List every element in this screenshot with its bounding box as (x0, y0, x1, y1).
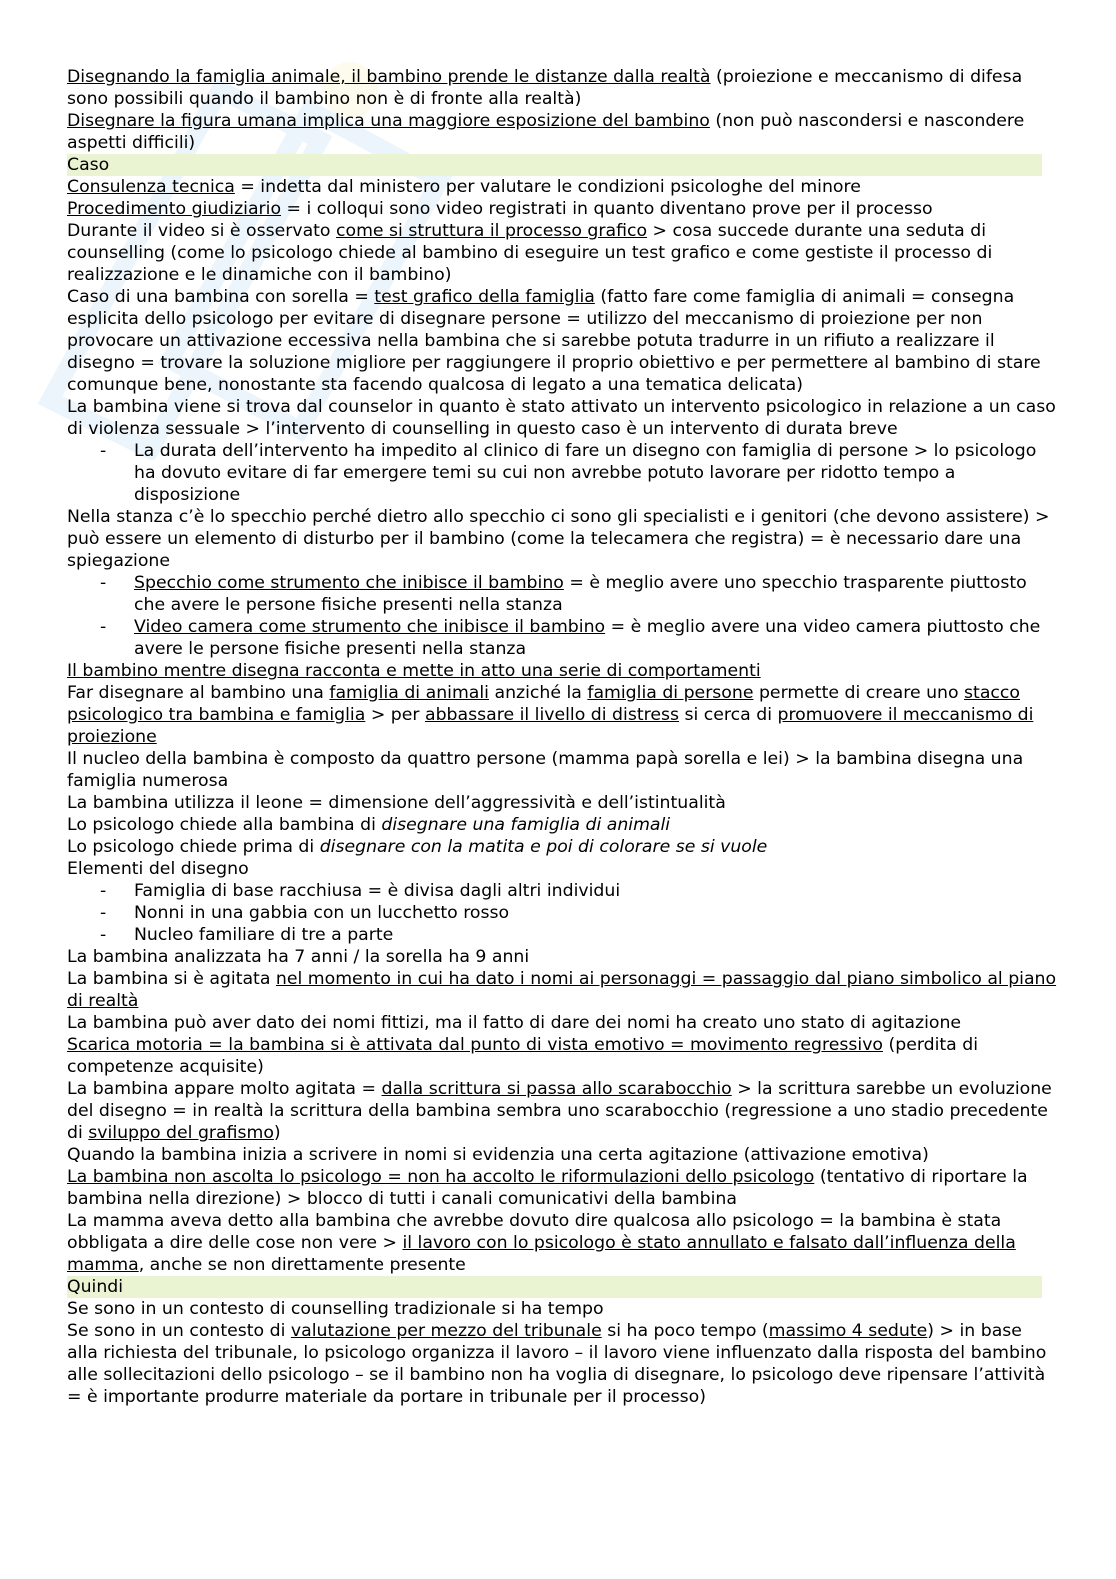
underlined-text: stacco psicologico tra bambina e famiglia (67, 683, 1020, 725)
dash-bullet-icon: - (100, 881, 107, 901)
underlined-text: Procedimento giudiziario (67, 199, 282, 219)
paragraph (67, 396, 1057, 440)
text-run: La bambina appare molto agitata = (67, 1079, 382, 1099)
paragraph (67, 176, 1057, 198)
text-run: La bambina si è agitata (67, 969, 276, 989)
text-run: = è meglio avere una video camera piuttosto che avere le persone fisiche presenti nella stanza (134, 617, 1041, 659)
paragraph (67, 286, 1057, 396)
text-run: Caso (67, 155, 110, 175)
paragraph (67, 792, 1057, 814)
text-run: La bambina può aver dato dei nomi fittizi, ma il fatto di dare dei nomi ha creato uno stato di agitazione (67, 1013, 962, 1033)
underlined-text: Scarica motoria = la bambina si è attivata dal punto di vista emotivo = movimento regressivo (67, 1035, 883, 1055)
paragraph (67, 220, 1057, 286)
paragraph (67, 1078, 1057, 1144)
text-run: = i colloqui sono video registrati in quanto diventano prove per il processo (281, 199, 933, 219)
italic-text: disegnare una famiglia di animali (381, 815, 671, 835)
text-run: anziché la (488, 683, 588, 703)
paragraph (67, 748, 1057, 792)
text-run: Se sono in un contesto di counselling tradizionale si ha tempo (67, 1299, 604, 1319)
paragraph (67, 1298, 1057, 1320)
text-run: Il nucleo della bambina è composto da quattro persone (mamma papà sorella e lei) > la bambina disegna una famiglia numerosa (67, 749, 1024, 791)
text-run: Nella stanza c’è lo specchio perché dietro allo specchio ci sono gli specialisti e i genitori (che devono assistere) > può essere un elemento di disturbo per il bambino (come la telecamera che registra) = è necessario dare una spiegazione (67, 507, 1050, 571)
text-run: permette di creare uno (753, 683, 965, 703)
paragraph (67, 968, 1057, 1012)
underlined-text: famiglia di animali (329, 683, 489, 703)
text-run: (fatto fare come famiglia di animali = consegna esplicita dello psicologo per evitare di disegnare persone = utilizzo del meccanismo di proiezione per non provocare un attivazione eccessiva nella bambina che si sarebbe potuta tradurre in un rifiuto a realizzare il disegno = trovare la soluzione migliore per raggiungere il proprio obiettivo e per permettere al bambino di stare comunque bene, nonostante sta facendo qualcosa di legato a una tematica delicata) (67, 287, 1041, 395)
text-run: (proiezione e meccanismo di difesa sono possibili quando il bambino non è di fronte alla realtà) (67, 67, 1023, 109)
paragraph (67, 1210, 1057, 1276)
dash-list (67, 572, 1057, 660)
dash-bullet-icon: - (100, 903, 107, 923)
underlined-text: Consulenza tecnica (67, 177, 235, 197)
underlined-text: dalla scrittura si passa allo scarabocchio (381, 1079, 732, 1099)
text-run: Quindi (67, 1277, 124, 1297)
paragraph (67, 836, 1057, 858)
list-item (67, 572, 1057, 616)
text-run: , anche se non direttamente presente (138, 1255, 466, 1275)
text-run: > per (365, 705, 425, 725)
text-run: > la scrittura sarebbe un evoluzione del disegno = in realtà la scrittura della bambina sembra uno scarabocchio (regressione a uno stadio precedente di (67, 1079, 1052, 1143)
section-heading (67, 154, 1042, 176)
section-heading (67, 1276, 1042, 1298)
paragraph (67, 506, 1057, 572)
underlined-text: come si struttura il processo grafico (336, 221, 648, 241)
dash-bullet-icon: - (100, 441, 107, 461)
list-item (67, 440, 1057, 506)
paragraph (67, 858, 1057, 880)
underlined-text: massimo 4 sedute (768, 1321, 928, 1341)
underlined-text: Disegnare la figura umana implica una maggiore esposizione del bambino (67, 111, 710, 131)
italic-text: disegnare con la matita e poi di colorare se si vuole (319, 837, 768, 857)
text-run: (tentativo di riportare la bambina nella direzione) > blocco di tutti i canali comunicativi della bambina (67, 1167, 1028, 1209)
underlined-text: promuovere il meccanismo di proiezione (67, 705, 1034, 747)
text-run: Nucleo familiare di tre a parte (134, 925, 394, 945)
text-run: Elementi del disegno (67, 859, 249, 879)
text-run: (non può nascondersi e nascondere aspetti difficili) (67, 111, 1025, 153)
paragraph (67, 1166, 1057, 1210)
text-run: Nonni in una gabbia con un lucchetto rosso (134, 903, 510, 923)
text-run: Far disegnare al bambino una (67, 683, 330, 703)
paragraph (67, 110, 1057, 154)
dash-list (67, 880, 1057, 946)
text-run: La bambina analizzata ha 7 anni / la sorella ha 9 anni (67, 947, 530, 967)
paragraph (67, 682, 1057, 748)
list-item (67, 924, 1057, 946)
underlined-text: La bambina non ascolta lo psicologo = non ha accolto le riformulazioni dello psicologo (67, 1167, 815, 1187)
dash-bullet-icon: - (100, 925, 107, 945)
text-run: La bambina utilizza il leone = dimensione dell’aggressività e dell’istintualità (67, 793, 726, 813)
text-run: Quando la bambina inizia a scrivere in nomi si evidenzia una certa agitazione (attivazione emotiva) (67, 1145, 929, 1165)
paragraph (67, 1144, 1057, 1166)
list-item (67, 616, 1057, 660)
list-item (67, 880, 1057, 902)
paragraph (67, 198, 1057, 220)
text-run: si ha poco tempo ( (601, 1321, 769, 1341)
text-run: Se sono in un contesto di (67, 1321, 291, 1341)
paragraph (67, 1012, 1057, 1034)
underlined-text: test grafico della famiglia (374, 287, 595, 307)
text-run: Lo psicologo chiede prima di (67, 837, 320, 857)
paragraph (67, 66, 1057, 110)
list-item (67, 902, 1057, 924)
paragraph (67, 1034, 1057, 1078)
paragraph (67, 814, 1057, 836)
underlined-text: Specchio come strumento che inibisce il bambino (134, 573, 564, 593)
text-run: > cosa succede durante una seduta di counselling (come lo psicologo chiede al bambino di eseguire un test grafico e come gestiste il processo di realizzazione e le dinamiche con il bambino) (67, 221, 993, 285)
text-run: Caso di una bambina con sorella = (67, 287, 375, 307)
text-run: Lo psicologo chiede alla bambina di (67, 815, 382, 835)
paragraph (67, 946, 1057, 968)
text-run: ) (273, 1123, 281, 1143)
underlined-text: Disegnando la famiglia animale, il bambino prende le distanze dalla realtà (67, 67, 711, 87)
text-run: La mamma aveva detto alla bambina che avrebbe dovuto dire qualcosa allo psicologo = la bambina è stata obbligata a dire delle cose non vere > (67, 1211, 1002, 1253)
underlined-text: Video camera come strumento che inibisce il bambino (134, 617, 606, 637)
underlined-text: Il bambino mentre disegna racconta e mette in atto una serie di comportamenti (67, 661, 761, 681)
text-run: La bambina viene si trova dal counselor in quanto è stato attivato un intervento psicologico in relazione a un caso di violenza sessuale > l’intervento di counselling in questo caso è un intervento di durata breve (67, 397, 1056, 439)
dash-bullet-icon: - (100, 573, 107, 593)
dash-list (67, 440, 1057, 506)
paragraph (67, 660, 1057, 682)
text-run: si cerca di (678, 705, 778, 725)
underlined-text: valutazione per mezzo del tribunale (290, 1321, 602, 1341)
underlined-text: nel momento in cui ha dato i nomi ai personaggi = passaggio dal piano simbolico al piano di realtà (67, 969, 1057, 1011)
text-run: = indetta dal ministero per valutare le condizioni psicologhe del minore (234, 177, 861, 197)
underlined-text: sviluppo del grafismo (88, 1123, 274, 1143)
underlined-text: il lavoro con lo psicologo è stato annullato e falsato dall’influenza della mamma (67, 1233, 1016, 1275)
text-run: Famiglia di base racchiusa = è divisa dagli altri individui (134, 881, 621, 901)
document-page (67, 66, 1057, 1408)
paragraph (67, 1320, 1057, 1408)
underlined-text: abbassare il livello di distress (425, 705, 679, 725)
text-run: La durata dell’intervento ha impedito al clinico di fare un disegno con famiglia di persone > lo psicologo ha dovuto evitare di far emergere temi su cui non avrebbe potuto lavorare per ridotto tempo a disposizione (134, 441, 1037, 505)
text-run: = è meglio avere uno specchio trasparente piuttosto che avere le persone fisiche presenti nella stanza (134, 573, 1027, 615)
underlined-text: famiglia di persone (587, 683, 754, 703)
text-run: Durante il video si è osservato (67, 221, 336, 241)
text-run: (perdita di competenze acquisite) (67, 1035, 979, 1077)
text-run: ) > in base alla richiesta del tribunale, lo psicologo organizza il lavoro – il lavoro viene influenzato dalla risposta del bambino alle sollecitazioni dello psicologo – se il bambino non ha voglia di disegnare, lo psicologo deve ripensare l’attività = è importante produrre materiale da portare in tribunale per il processo) (67, 1321, 1047, 1407)
dash-bullet-icon: - (100, 617, 107, 637)
